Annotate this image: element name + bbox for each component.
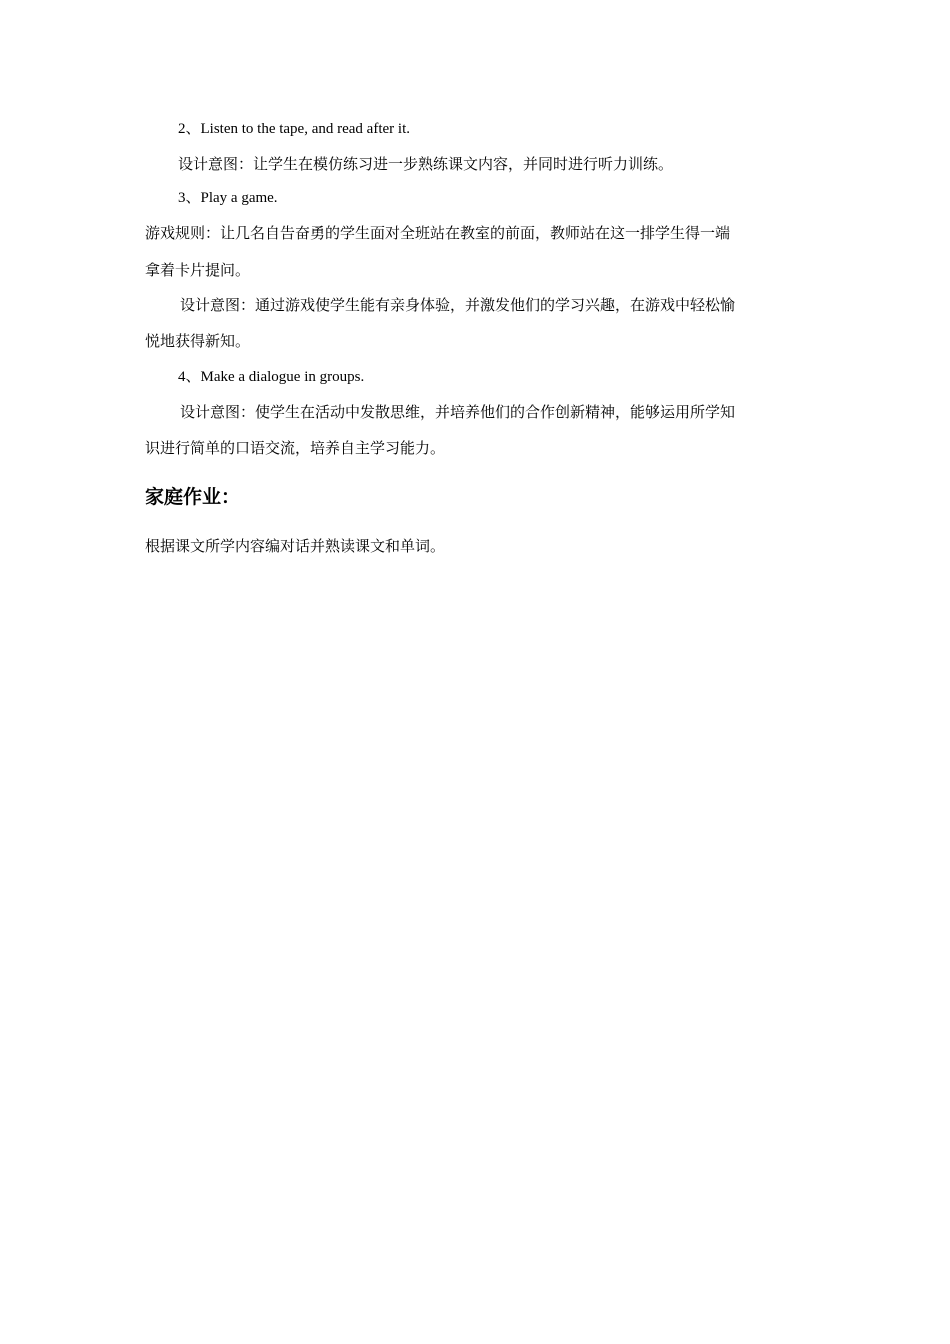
design-intent-2: 设计意图：让学生在模仿练习进一步熟练课文内容，并同时进行听力训练。: [178, 157, 674, 173]
design-intent-3-line-2: 悦地获得新知。: [145, 334, 251, 350]
step-2-listen: 2、Listen to the tape, and read after it.: [178, 121, 410, 137]
game-rules-line-2: 拿着卡片提问。: [145, 263, 251, 279]
design-intent-3-line-1: 设计意图：通过游戏使学生能有亲身体验，并激发他们的学习兴趣，在游戏中轻松愉: [180, 298, 736, 314]
game-rules-line-1: 游戏规则：让几名自告奋勇的学生面对全班站在教室的前面，教师站在这一排学生得一端: [145, 226, 731, 242]
design-intent-4-line-2: 识进行简单的口语交流，培养自主学习能力。: [145, 441, 446, 457]
homework-heading: 家庭作业：: [145, 487, 241, 508]
step-3-game: 3、Play a game.: [178, 190, 278, 206]
homework-text: 根据课文所学内容编对话并熟读课文和单词。: [145, 539, 446, 555]
step-4-dialogue: 4、Make a dialogue in groups.: [178, 369, 365, 385]
design-intent-4-line-1: 设计意图：使学生在活动中发散思维，并培养他们的合作创新精神，能够运用所学知: [180, 405, 736, 421]
